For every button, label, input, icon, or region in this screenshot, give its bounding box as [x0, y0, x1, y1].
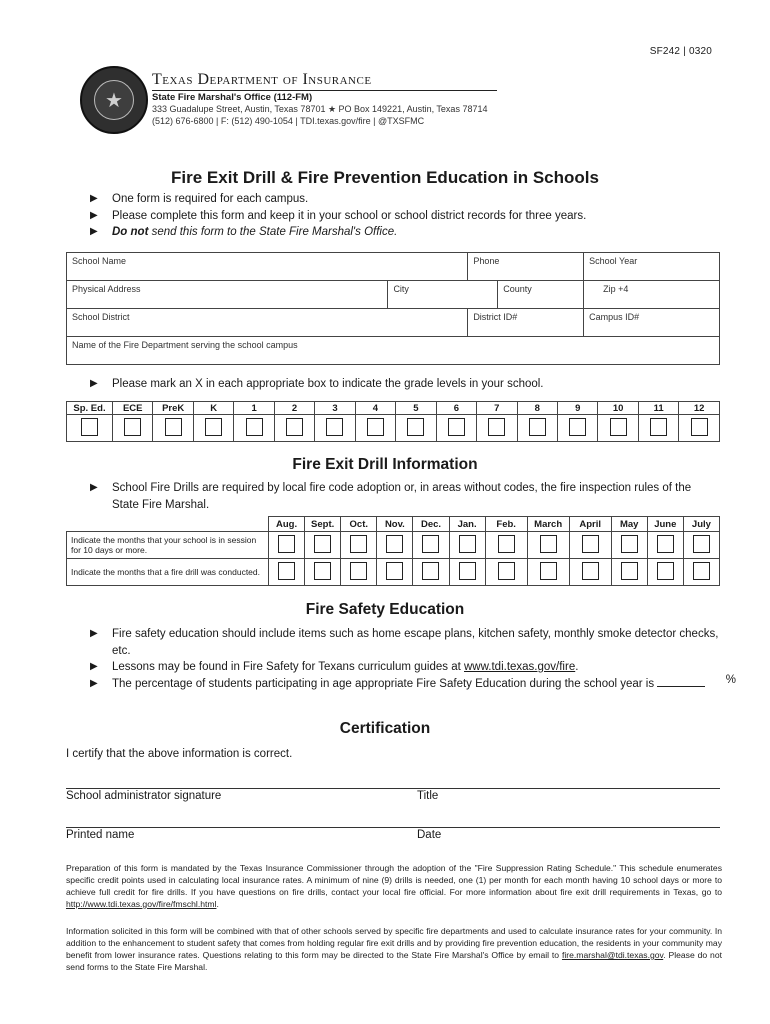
grade-checkbox-prek[interactable] [165, 418, 182, 436]
in-session-row-label: Indicate the months that your school is in session for 10 days or more. [67, 532, 269, 559]
form-id: SF242 | 0320 [649, 46, 712, 57]
list-item: ▶ One form is required for each campus. [90, 191, 586, 208]
grade-label: 5 [396, 402, 436, 415]
list-item: ▶ The percentage of students participating in age appropriate Fire Safety Education during the school year is [90, 676, 730, 693]
title-label: Title [417, 790, 439, 802]
grade-label: 12 [679, 402, 720, 415]
fmschl-link[interactable]: http://www.tdi.texas.gov/fire/fmschl.html [66, 899, 217, 909]
fire-department-field[interactable]: Name of the Fire Department serving the school campus [67, 337, 720, 365]
month-label: Nov. [377, 517, 413, 532]
grade-label: 9 [557, 402, 597, 415]
percentage-input[interactable] [657, 677, 705, 687]
grade-label: PreK [153, 402, 193, 415]
grade-label: K [193, 402, 233, 415]
drill-checkbox-sept[interactable] [314, 562, 331, 580]
percent-sign: % [725, 674, 736, 686]
fire-drill-row-label: Indicate the months that a fire drill was conducted. [67, 559, 269, 586]
bullet-triangle-icon: ▶ [90, 209, 98, 221]
session-checkbox-sept[interactable] [314, 535, 331, 553]
grade-checkbox-9[interactable] [569, 418, 586, 436]
email-link[interactable]: fire.marshal@tdi.texas.gov [561, 950, 664, 960]
grade-label: 11 [638, 402, 678, 415]
grade-label: Sp. Ed. [67, 402, 113, 415]
office-name: State Fire Marshal's Office (112-FM) [152, 92, 313, 103]
grade-label: 10 [598, 402, 638, 415]
month-label: April [569, 517, 611, 532]
grade-checkbox-6[interactable] [448, 418, 465, 436]
grade-checkbox-k[interactable] [205, 418, 222, 436]
form-title: Fire Exit Drill & Fire Prevention Education in Schools [171, 168, 599, 187]
month-label: Jan. [449, 517, 485, 532]
county-field[interactable]: County [498, 281, 584, 309]
phone-field[interactable]: Phone [468, 253, 584, 281]
drill-checkbox-feb[interactable] [498, 562, 515, 580]
bullet-triangle-icon: ▶ [90, 226, 98, 237]
grade-note [90, 376, 544, 393]
session-checkbox-march[interactable] [540, 535, 557, 553]
session-checkbox-aug[interactable] [278, 535, 295, 553]
grade-label: 1 [234, 402, 274, 415]
list-item: ▶ Do not send this form to the State Fire Marshal's Office. [90, 224, 586, 241]
bullet-triangle-icon: ▶ [90, 677, 98, 689]
bullet-triangle-icon: ▶ [90, 378, 98, 389]
grade-label: ECE [113, 402, 153, 415]
month-label: Aug. [269, 517, 305, 532]
bullet-triangle-icon: ▶ [90, 482, 98, 493]
grade-checkbox-4[interactable] [367, 418, 384, 436]
campus-id-field[interactable]: Campus ID# [584, 309, 720, 337]
month-label: Feb. [485, 517, 527, 532]
city-field[interactable]: City [388, 281, 498, 309]
footer-paragraph-2: Information solicited in this form will be combined with that of other schools served by specific fire departments and used to calculate insurance rates for your community. In addition to the enhancement to student safety that comes from holding regular fire exit drills and by providing fire prevention education, the residents in your community may benefit from lower insurance rates. Questions relating to this form may be directed to the State Fire Marshal's Office by email to fire.marshal@tdi.texas.gov. Please do not send forms to the State Fire Marshal. [66, 926, 722, 972]
grade-label: 8 [517, 402, 557, 415]
grade-levels-table [66, 401, 720, 442]
grade-checkbox-5[interactable] [407, 418, 424, 436]
month-label: Sept. [305, 517, 341, 532]
drill-checkbox-march[interactable] [540, 562, 557, 580]
school-info-table [66, 252, 720, 365]
month-label: Oct. [341, 517, 377, 532]
certification-heading: Certification [339, 720, 431, 737]
fire-safety-heading: Fire Safety Education [305, 601, 465, 618]
list-item: ▶ Please mark an X in each appropriate box to indicate the grade levels in your school. [90, 376, 544, 393]
list-item: ▶ School Fire Drills are required by local fire code adoption or, in areas without codes, the fire inspection rules of the State Fire Marshal. [90, 482, 692, 511]
month-label: March [527, 517, 569, 532]
office-contact: (512) 676-6800 | F: (512) 490-1054 | TDI.texas.gov/fire | @TXSFMC [152, 116, 425, 126]
fire-drill-note [90, 480, 720, 513]
drill-checkbox-aug[interactable] [278, 562, 295, 580]
drill-checkbox-june[interactable] [657, 562, 674, 580]
list-item: ▶ Please complete this form and keep it in your school or school district records for three years. [90, 208, 586, 225]
grade-checkbox-2[interactable] [286, 418, 303, 436]
certification-statement: I certify that the above information is correct. [66, 748, 293, 760]
grade-checkbox-7[interactable] [488, 418, 505, 436]
grade-label: 4 [355, 402, 395, 415]
list-item: ▶ Lessons may be found in Fire Safety for Texans curriculum guides at www.tdi.texas.gov/fire. [90, 659, 730, 676]
session-checkbox-dec[interactable] [422, 535, 439, 553]
month-label: Dec. [413, 517, 449, 532]
agency-name: Texas Department of Insurance [152, 71, 372, 88]
session-checkbox-may[interactable] [621, 535, 638, 553]
school-year-field[interactable]: School Year [584, 253, 720, 281]
month-label: May [611, 517, 647, 532]
grade-label: 2 [274, 402, 314, 415]
month-label: June [647, 517, 683, 532]
school-name-field[interactable]: School Name [67, 253, 468, 281]
session-checkbox-april[interactable] [582, 535, 599, 553]
fire-drill-heading: Fire Exit Drill Information [292, 456, 478, 473]
zip-field[interactable]: Zip +4 [584, 281, 720, 309]
printed-name-label: Printed name [66, 829, 135, 841]
date-label: Date [417, 829, 442, 841]
drill-checkbox-oct[interactable] [350, 562, 367, 580]
physical-address-field[interactable]: Physical Address [67, 281, 388, 309]
tdi-fire-link[interactable]: www.tdi.texas.gov/fire [464, 661, 576, 673]
header-divider [152, 90, 497, 91]
drill-checkbox-jan[interactable] [459, 562, 476, 580]
school-district-field[interactable]: School District [67, 309, 468, 337]
grade-checkbox-ece[interactable] [124, 418, 141, 436]
printed-name-line[interactable] [66, 827, 720, 828]
intro-bullets [90, 191, 586, 241]
education-bullets [90, 626, 730, 692]
session-checkbox-feb[interactable] [498, 535, 515, 553]
grade-label: 3 [315, 402, 355, 415]
months-table [66, 516, 720, 586]
drill-checkbox-july[interactable] [693, 562, 710, 580]
grade-label: 7 [477, 402, 517, 415]
signature-label: School administrator signature [66, 790, 222, 802]
drill-checkbox-april[interactable] [582, 562, 599, 580]
signature-line[interactable] [66, 788, 720, 789]
bullet-triangle-icon: ▶ [90, 193, 98, 204]
office-address: 333 Guadalupe Street, Austin, Texas 78701 ★ PO Box 149221, Austin, Texas 78714 [152, 104, 488, 114]
list-item: ▶ Fire safety education should include items such as home escape plans, kitchen safety, monthly smoke detector checks, etc. [90, 628, 719, 657]
drill-checkbox-may[interactable] [621, 562, 638, 580]
tdi-seal-icon: ★ [80, 66, 148, 134]
grade-label: 6 [436, 402, 476, 415]
session-checkbox-jan[interactable] [459, 535, 476, 553]
drill-checkbox-dec[interactable] [422, 562, 439, 580]
drill-checkbox-nov[interactable] [386, 562, 403, 580]
footer-paragraph-1: Preparation of this form is mandated by the Texas Insurance Commissioner through the adoption of the "Fire Suppression Rating Schedule." This schedule enumerates specific credit points used in calculating local insurance rates. A minimum of nine (9) drills is needed, one (1) per month for each month having 10 school days or more to achieve full credit for fire drills. If you have questions on fire drills, contact your local fire official. For more information about fire exit drill requirements in Texas, go to http://www.tdi.texas.gov/fire/fmschl.html. [66, 863, 722, 909]
session-checkbox-oct[interactable] [350, 535, 367, 553]
grade-checkbox-1[interactable] [246, 418, 263, 436]
session-checkbox-july[interactable] [693, 535, 710, 553]
bullet-triangle-icon: ▶ [90, 628, 98, 639]
district-id-field[interactable]: District ID# [468, 309, 584, 337]
month-label: July [683, 517, 719, 532]
grade-checkbox-12[interactable] [691, 418, 708, 436]
grade-checkbox-11[interactable] [650, 418, 667, 436]
grade-checkbox-sped[interactable] [81, 418, 98, 436]
session-checkbox-june[interactable] [657, 535, 674, 553]
grade-checkbox-3[interactable] [326, 418, 343, 436]
bullet-triangle-icon: ▶ [90, 661, 98, 672]
grade-checkbox-10[interactable] [610, 418, 627, 436]
session-checkbox-nov[interactable] [386, 535, 403, 553]
grade-checkbox-8[interactable] [529, 418, 546, 436]
